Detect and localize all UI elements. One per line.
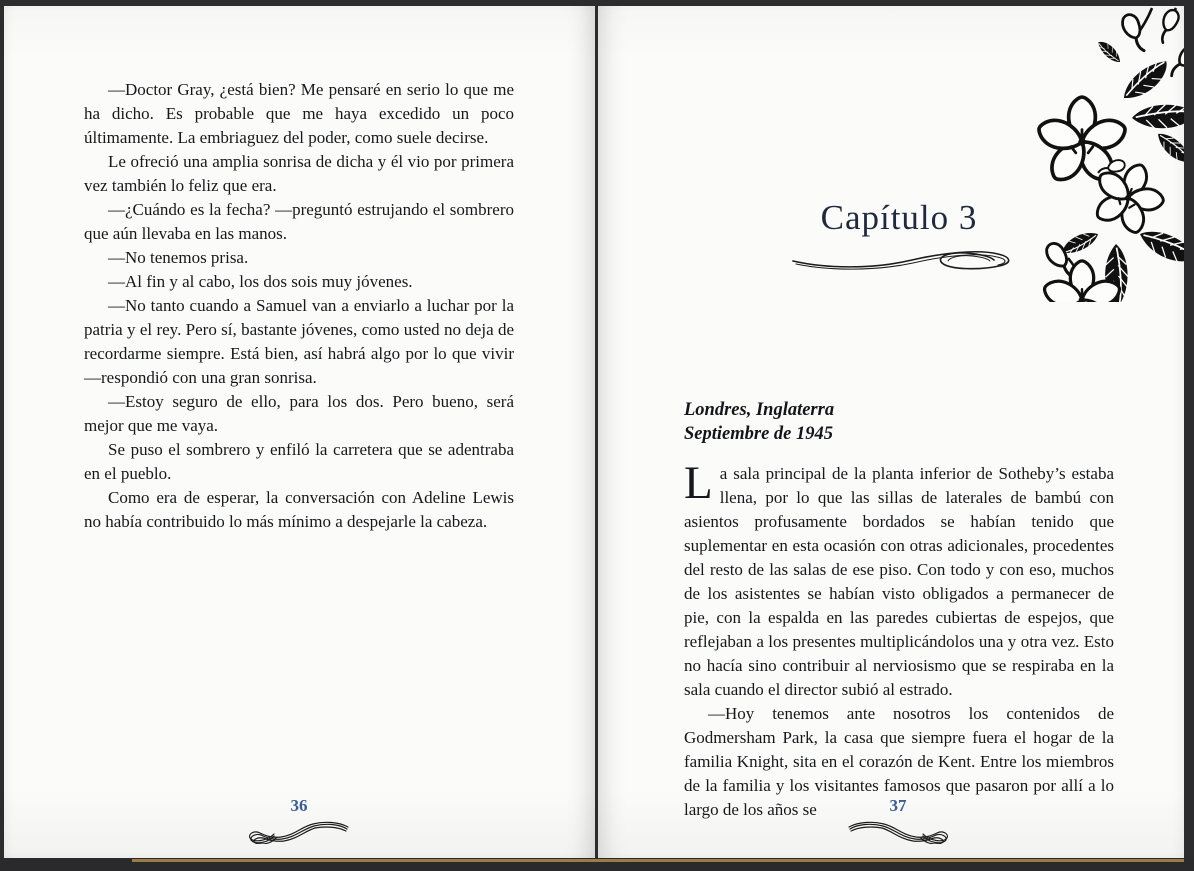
paragraph: —No tenemos prisa. <box>108 248 249 267</box>
paragraph-text: a sala principal de la planta inferior de Sotheby’s estaba llena, por lo que las sillas de laterales de bambú con asientos profusamente bordados se habían tenido que suplementar en esta ocasión con otras adicionales, procedentes del resto de las salas de ese piso. Con todo y con eso, muchos de los asistentes se habían visto obligados a permanecer de pie, con la espalda en las paredes cubiertas de espejos, que reflejaban a los presentes multiplicándolos una y otra vez. Esto no hacía sino contribuir al nerviosismo que se respiraba en la sala cuando el director subió al estrado. <box>684 464 1114 699</box>
paragraph: —Doctor Gray, ¿está bien? Me pensaré en serio lo que me ha dicho. Es probable que me haya excedido un poco últimamente. La embriaguez del poder, como suele decirse. <box>84 80 514 147</box>
right-text-block <box>684 457 1114 822</box>
paragraph: —¿Cuándo es la fecha? —preguntó estrujando el sombrero que aún llevaba en las manos. <box>84 200 514 243</box>
paragraph: —No tanto cuando a Samuel van a enviarlo a luchar por la patria y el rey. Pero sí, bastante jóvenes, como usted no deja de recordarme siempre. Está bien, así habrá algo por lo que vivir —respondió con una gran sonrisa. <box>84 296 514 387</box>
page-left <box>4 6 595 858</box>
page-flourish-icon <box>243 817 355 844</box>
book-edge-line <box>132 859 1184 862</box>
page-gutter-divider <box>595 6 598 858</box>
paragraph: —Al fin y al cabo, los dos sois muy jóvenes. <box>108 272 413 291</box>
paragraph: —Hoy tenemos ante nosotros los contenidos de Godmersham Park, la casa que siempre fuera el hogar de la familia Knight, sita en el corazón de Kent. Entre los miembros de la familia y los visitantes famosos que pasaron por allí a lo largo de los años se <box>684 704 1114 819</box>
dateline-date: Septiembre de 1945 <box>684 424 834 444</box>
paragraph: Le ofreció una amplia sonrisa de dicha y él vio por primera vez también lo feliz que era. <box>84 152 514 195</box>
left-folio <box>229 796 369 844</box>
drop-cap: L <box>684 457 713 509</box>
page-flourish-icon <box>842 817 954 844</box>
dateline <box>684 398 834 446</box>
paragraph: Como era de esperar, la conversación con Adeline Lewis no había contribuido lo más mínimo a despejarle la cabeza. <box>84 488 514 531</box>
page-right <box>598 6 1184 858</box>
page-number: 37 <box>889 796 907 815</box>
page-number: 36 <box>290 796 308 815</box>
paragraph-dropcap <box>684 457 1114 702</box>
chapter-title: Capítulo 3 <box>820 198 978 237</box>
right-folio <box>828 796 968 844</box>
left-text-block <box>84 78 514 534</box>
paragraph: —Estoy seguro de ello, para los dos. Pero bueno, será mejor que me vaya. <box>84 392 514 435</box>
dateline-place: Londres, Inglaterra <box>684 400 835 420</box>
bottom-edge <box>0 858 1194 871</box>
paragraph: Se puso el sombrero y enfiló la carretera que se adentraba en el pueblo. <box>84 440 514 483</box>
chapter-flourish-icon <box>790 244 1018 274</box>
floral-corner-icon <box>1024 6 1184 302</box>
